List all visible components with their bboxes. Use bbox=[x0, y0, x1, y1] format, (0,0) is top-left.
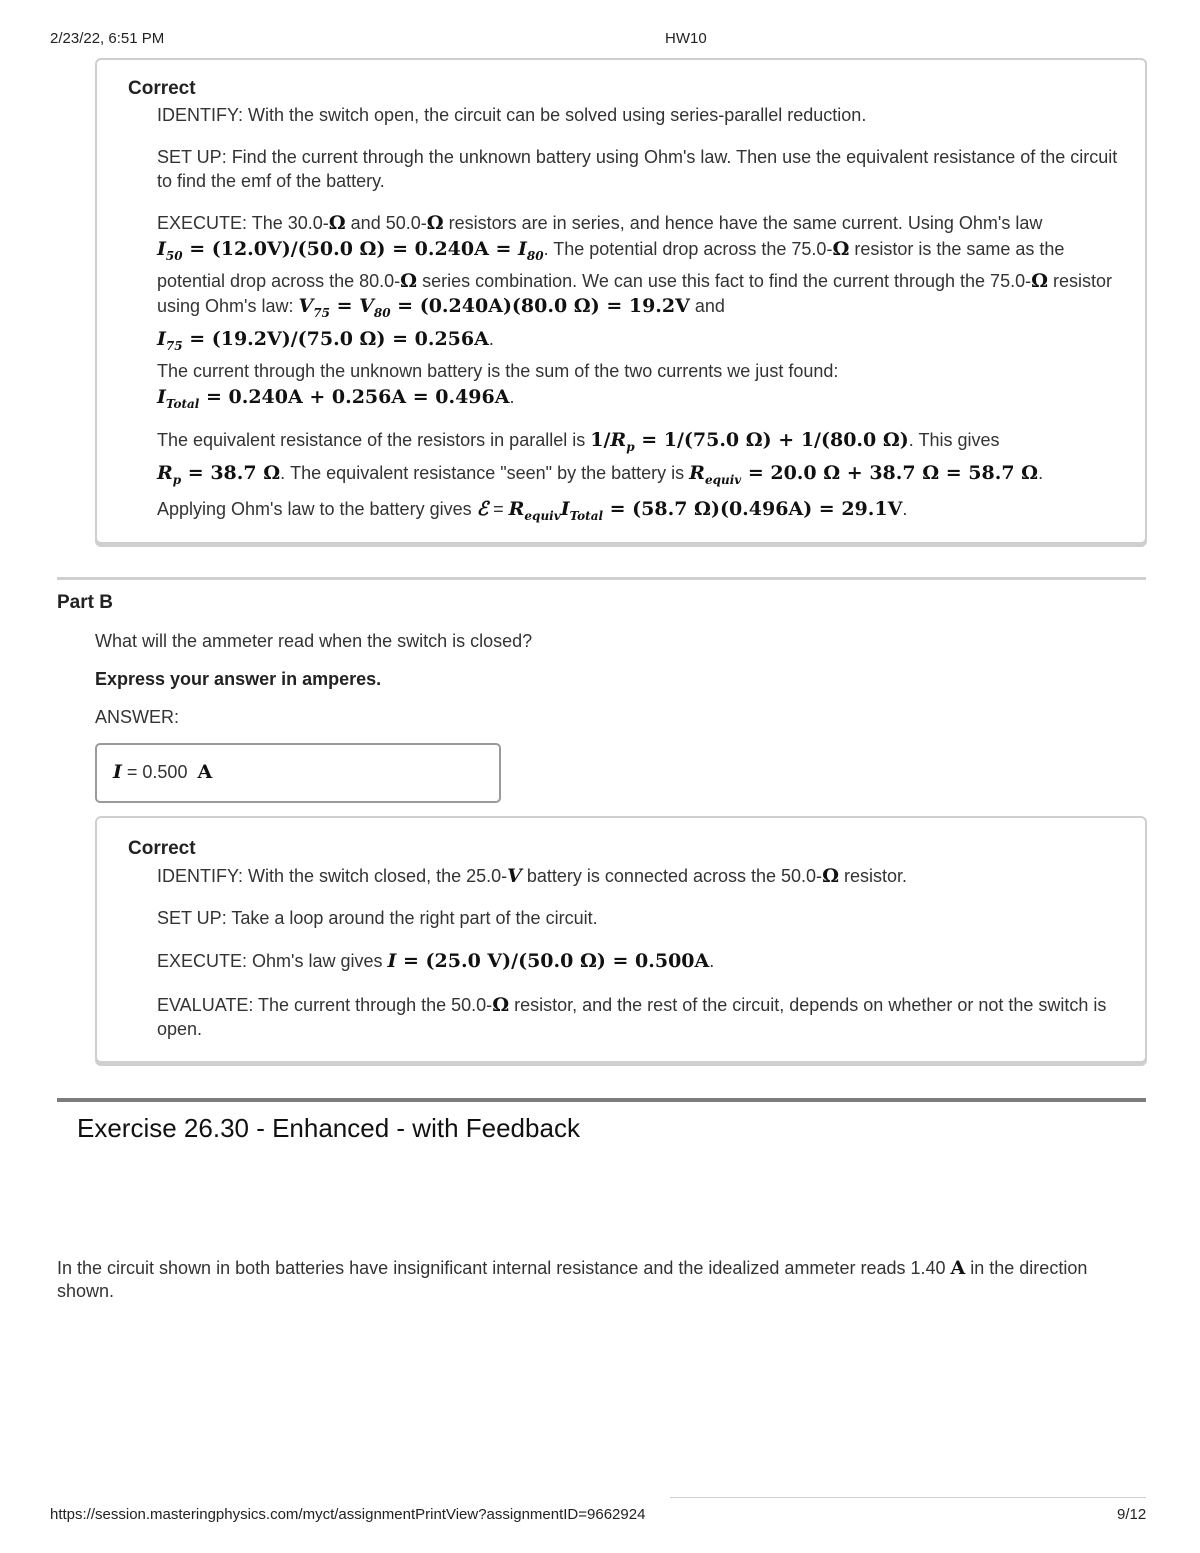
eq-rp: $R_p$ bbox=[157, 461, 182, 487]
emf-symbol: ℰ bbox=[476, 498, 489, 520]
identify-text: IDENTIFY: With the switch closed, the 25.0-V battery is connected across the 50.0-Ω resistor. bbox=[157, 865, 908, 887]
exercise-body: In the circuit shown in both batteries have insignificant internal resistance and the idealized ammeter reads 1.40 A in the direction shown. bbox=[57, 1257, 1088, 1301]
part-b-instruction: Express your answer in amperes. bbox=[95, 669, 382, 689]
eq-v75: $V_{75}$ bbox=[298, 295, 330, 321]
print-title: HW10 bbox=[665, 30, 707, 47]
correct-title: Correct bbox=[128, 838, 196, 859]
setup-text: SET UP: Take a loop around the right part of the circuit. bbox=[157, 908, 598, 928]
applying-paragraph: Applying Ohm's law to the battery gives ℰ = $R_{equiv}I_{Total} = (58.7$ Ω)(0.496A) = 29.1V. bbox=[157, 498, 908, 523]
identify-text: IDENTIFY: With the switch open, the circuit can be solved using series-parallel reduction. bbox=[157, 105, 867, 125]
eq-i50: $I_{50}$ bbox=[157, 237, 183, 263]
answer-variable: I bbox=[113, 761, 122, 783]
answer-content: I = 0.500 A bbox=[113, 761, 213, 783]
section-divider bbox=[57, 577, 1146, 580]
part-b-feedback-box bbox=[95, 816, 1147, 1063]
part-a-feedback-box bbox=[95, 58, 1147, 544]
answer-box[interactable] bbox=[95, 743, 501, 803]
answer-label: ANSWER: bbox=[95, 707, 180, 727]
answer-value: 0.500 bbox=[142, 762, 188, 782]
omega-symbol: Ω bbox=[328, 212, 346, 234]
print-datetime: 2/23/22, 6:51 PM bbox=[50, 30, 165, 47]
page-number: 9/12 bbox=[1117, 1506, 1147, 1523]
footer-url: https://session.masteringphysics.com/myct/assignmentPrintView?assignmentID=9662924 bbox=[50, 1506, 646, 1523]
exercise-divider bbox=[57, 1098, 1146, 1102]
footer-divider bbox=[670, 1497, 1146, 1498]
omega-symbol: Ω bbox=[426, 212, 444, 234]
current-sum-paragraph: The current through the unknown battery is the sum of the two currents we just found: $I_{Total} = 0.240A + 0.256A = 0.496A$. bbox=[157, 361, 839, 411]
evaluate-text: EVALUATE: The current through the 50.0-Ω resistor, and the rest of the circuit, depends on whether or not the switch is open. bbox=[157, 994, 1107, 1039]
eq-itotal: $I_{Total}$ bbox=[157, 386, 200, 411]
answer-unit: A bbox=[197, 761, 213, 783]
execute-text: EXECUTE: Ohm's law gives I = (25.0 V)/(50.0 Ω) = 0.500A. bbox=[157, 950, 715, 972]
correct-title: Correct bbox=[128, 78, 196, 99]
part-b-label: Part B bbox=[57, 592, 113, 613]
part-b-question: What will the ammeter read when the switch is closed? bbox=[95, 631, 533, 651]
execute-paragraph: EXECUTE: The 30.0-Ω and 50.0-Ω resistors are in series, and hence have the same current. Using Ohm's law $I_{50} = (12.0V)/(50.0$ $\Omega) = 0.240A = I_{80}$. The potential drop across the 75.0-Ω resistor is the same as the potential drop across the 80.0-Ω series combination. We can use this fact to find the current through the 75.0-Ω resistor using Ohm's law: $V_{75} = V_{80} = (0.240A)(80.0$ Ω) = 19.2V and $I_{75} = (19.2V)/(75.0$ Ω) = 0.256A. bbox=[157, 212, 1113, 353]
exercise-title: Exercise 26.30 - Enhanced - with Feedback bbox=[77, 1113, 580, 1143]
equivalent-resistance-paragraph: The equivalent resistance of the resistors in parallel is $1/R_p = 1/(75.0$ Ω) + 1/(80.0 Ω). This gives $R_p = 38.7$ Ω. The equivalent resistance "seen" by the battery is $R_{equiv} = 20.0$ Ω + 38.7 Ω = 58.7 Ω. bbox=[157, 429, 1044, 487]
setup-text: SET UP: Find the current through the unknown battery using Ohm's law. Then use the equivalent resistance of the circuit to find the emf of the battery. bbox=[157, 147, 1118, 191]
eq-i75: $I_{75}$ bbox=[157, 327, 183, 353]
